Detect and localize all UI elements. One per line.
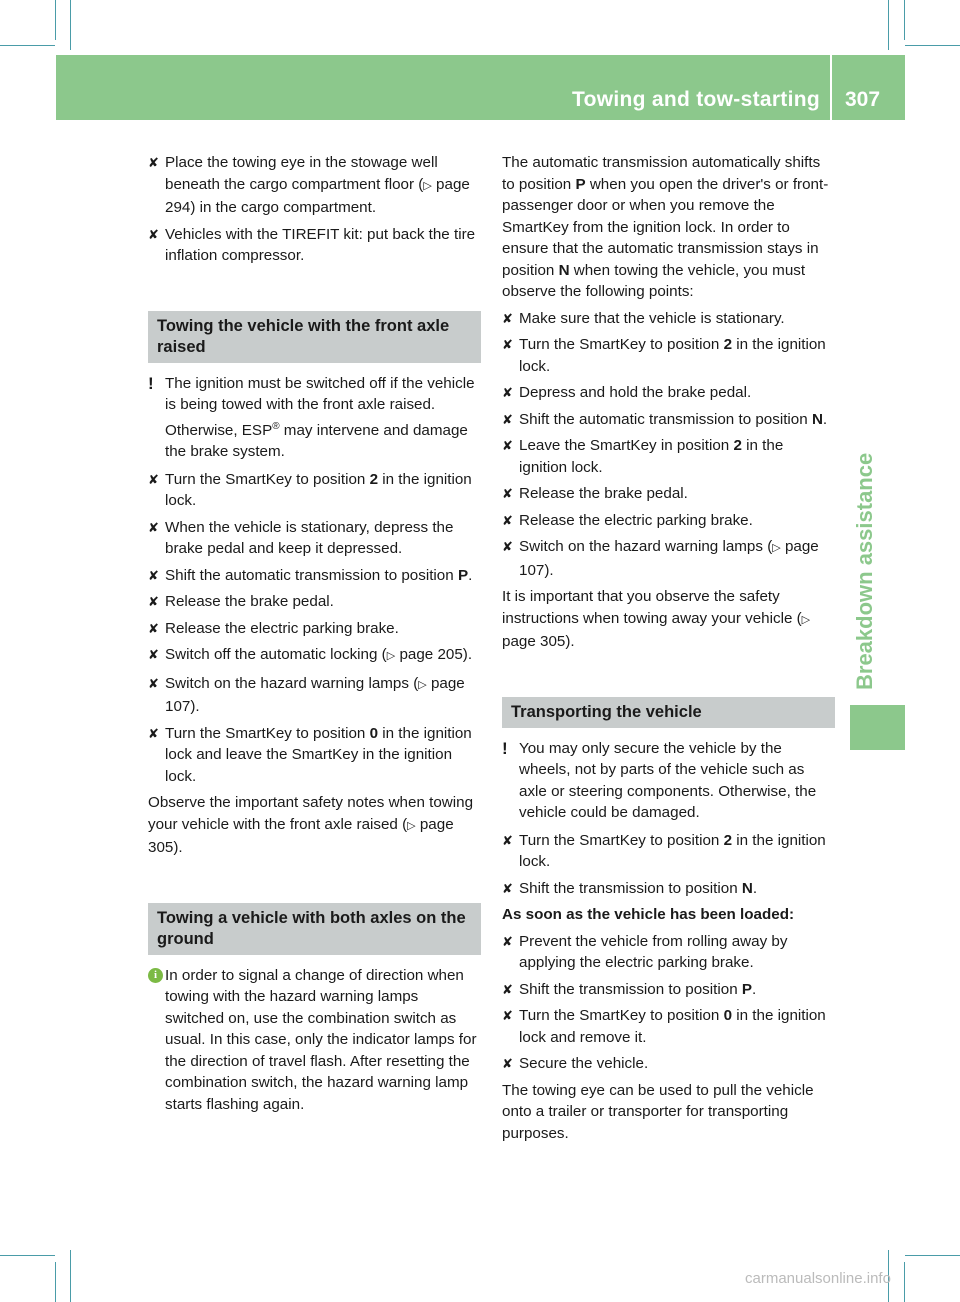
page-ref-icon: ▷ [423, 179, 432, 192]
step-marker-icon: ✘ [502, 337, 513, 352]
crop-mark [0, 1255, 55, 1256]
step-marker-icon: ✘ [502, 438, 513, 453]
step-marker-icon: ✘ [148, 620, 159, 636]
list-item: ✘ Switch on the hazard warning lamps (▷ page 107). [502, 538, 819, 579]
page-link[interactable]: page 294 [165, 175, 470, 216]
paragraph: Observe the important safety notes when towing your vehicle with the front axle raised (▷ page 305). [148, 794, 474, 857]
section-side-label: Breakdown assistance [852, 452, 877, 690]
info-note: i In order to signal a change of direction when towing with the hazard warning lamps switched on, use the combination switch as usual. In this case, only the indicator lamps for the direction of travel flash. After resetting the combination switch, the hazard warning lamp starts flashing again. [148, 965, 481, 1116]
step-marker-icon: ✘ [502, 512, 513, 528]
page-ref-icon: ▷ [418, 678, 427, 691]
right-column [502, 152, 835, 1149]
section-heading: Transporting the vehicle [502, 697, 835, 728]
page-ref-icon: ▷ [772, 542, 781, 554]
list-item: ✘ Shift the transmission to position N. [502, 878, 835, 900]
list-item: ✘ Depress and hold the brake pedal. [502, 382, 835, 404]
crop-mark [70, 0, 71, 50]
step-marker-icon: ✘ [148, 725, 159, 741]
warning-note: ! The ignition must be switched off if the vehicle is being towed with the front axle raised. Otherwise, ESP® may intervene and damage the brake system. [148, 373, 475, 461]
list-item: ✘ When the vehicle is stationary, depress the brake pedal and keep it depressed. [148, 518, 454, 558]
page-link[interactable]: page 205 [399, 646, 463, 664]
list-item: ✘ Shift the automatic transmission to position N. [502, 409, 835, 431]
info-icon: i [148, 968, 163, 983]
paragraph: It is important that you observe the safety instructions when towing away your vehicle (▷ page 305). [502, 588, 811, 650]
crop-mark [904, 1262, 905, 1302]
chapter-title: Towing and tow-starting [572, 88, 820, 111]
list-item: ✘ Release the brake pedal. [148, 591, 481, 613]
list-item: ✘ Switch off the automatic locking (▷ page 205). [148, 644, 481, 668]
list-item: ✘ Shift the automatic transmission to position P. [148, 565, 481, 587]
section-heading: Towing the vehicle with the front axle raised [148, 311, 481, 363]
crop-mark [904, 0, 905, 40]
step-marker-icon: ✘ [148, 471, 159, 487]
step-marker-icon: ✘ [148, 567, 159, 583]
step-marker-icon: ✘ [502, 933, 513, 949]
list-item: ✘ Prevent the vehicle from rolling away by applying the electric parking brake. [502, 932, 788, 971]
list-item: ✘ Secure the vehicle. [502, 1053, 835, 1075]
step-marker-icon: ✘ [502, 880, 513, 896]
step-marker-icon: ✘ [148, 647, 159, 663]
crop-mark [888, 0, 889, 50]
crop-mark [55, 0, 56, 40]
step-marker-icon: ✘ [502, 411, 513, 427]
left-column [148, 152, 481, 1121]
step-marker-icon: ✘ [148, 594, 159, 610]
step-marker-icon: ✘ [502, 539, 513, 554]
section-heading: Towing a vehicle with both axles on the ground [148, 903, 481, 955]
crop-mark [70, 1250, 71, 1302]
list-item: ✘ Turn the SmartKey to position 2 in the ignition lock. [502, 336, 826, 375]
page-link[interactable]: page 305 [502, 633, 566, 650]
step-marker-icon: ✘ [148, 226, 159, 242]
page-ref-icon: ▷ [801, 613, 811, 626]
paragraph: The automatic transmission automatically shifts to position P when you open the driver's or front-passenger door or when you remove the SmartKey from the ignition lock. In order to ensure that the automatic transmission stays in position N when towing the vehicle, you must observe the following points: [502, 154, 829, 300]
page-ref-icon: ▷ [386, 650, 396, 663]
step-marker-icon: ✘ [148, 519, 159, 535]
subheading: As soon as the vehicle has been loaded: [502, 906, 795, 923]
list-item: ✘ Leave the SmartKey in position 2 in the ignition lock. [502, 437, 784, 476]
page-link[interactable]: page 107 [519, 538, 819, 579]
section-side-tab [850, 705, 905, 750]
list-item: ✘ Turn the SmartKey to position 0 in the ignition lock and remove it. [502, 1007, 826, 1046]
list-item: ✘ Shift the transmission to position P. [502, 979, 835, 1001]
list-item: ✘ Vehicles with the TIREFIT kit: put back the tire inflation compressor. [148, 225, 476, 264]
crop-mark [905, 1255, 960, 1256]
page-link[interactable]: page 107 [165, 674, 465, 716]
list-item: ✘ Turn the SmartKey to position 2 in the ignition lock. [502, 831, 826, 870]
crop-mark [0, 45, 55, 46]
crop-mark [55, 1262, 56, 1302]
warning-note: ! You may only secure the vehicle by the wheels, not by parts of the vehicle such as axle or steering components. Otherwise, the vehicle could be damaged. [502, 738, 817, 821]
step-marker-icon: ✘ [502, 385, 513, 400]
list-item: ✘ Turn the SmartKey to position 0 in the ignition lock and leave the SmartKey in the ignition lock. [148, 724, 472, 785]
page-ref-icon: ▷ [407, 819, 416, 832]
list-item: ✘ Release the electric parking brake. [502, 510, 835, 532]
step-marker-icon: ✘ [502, 1008, 513, 1023]
list-item: ✘ Place the towing eye in the stowage well beneath the cargo compartment floor (▷ page 294) in the cargo compartment. [148, 154, 470, 216]
step-marker-icon: ✘ [502, 832, 513, 848]
step-marker-icon: ✘ [502, 981, 513, 997]
page-link[interactable]: page 305 [148, 815, 454, 857]
crop-mark [905, 45, 960, 46]
header-separator [830, 55, 832, 120]
warning-icon: ! [502, 738, 508, 758]
list-item: ✘ Switch on the hazard warning lamps (▷ page 107). [148, 674, 465, 716]
warning-icon: ! [148, 373, 154, 393]
footer-watermark: carmanualsonline.info [745, 1270, 891, 1287]
step-marker-icon: ✘ [502, 486, 513, 501]
step-marker-icon: ✘ [502, 1056, 513, 1071]
list-item: ✘ Release the electric parking brake. [148, 618, 481, 640]
page-number: 307 [845, 88, 881, 111]
step-marker-icon: ✘ [502, 310, 513, 326]
list-item: ✘ Release the brake pedal. [502, 483, 835, 505]
step-marker-icon: ✘ [148, 675, 159, 691]
paragraph: The towing eye can be used to pull the vehicle onto a trailer or transporter for transporting purposes. [502, 1081, 814, 1142]
list-item: ✘ Make sure that the vehicle is stationary. [502, 308, 835, 330]
step-marker-icon: ✘ [148, 155, 159, 170]
list-item: ✘ Turn the SmartKey to position 2 in the ignition lock. [148, 470, 472, 510]
